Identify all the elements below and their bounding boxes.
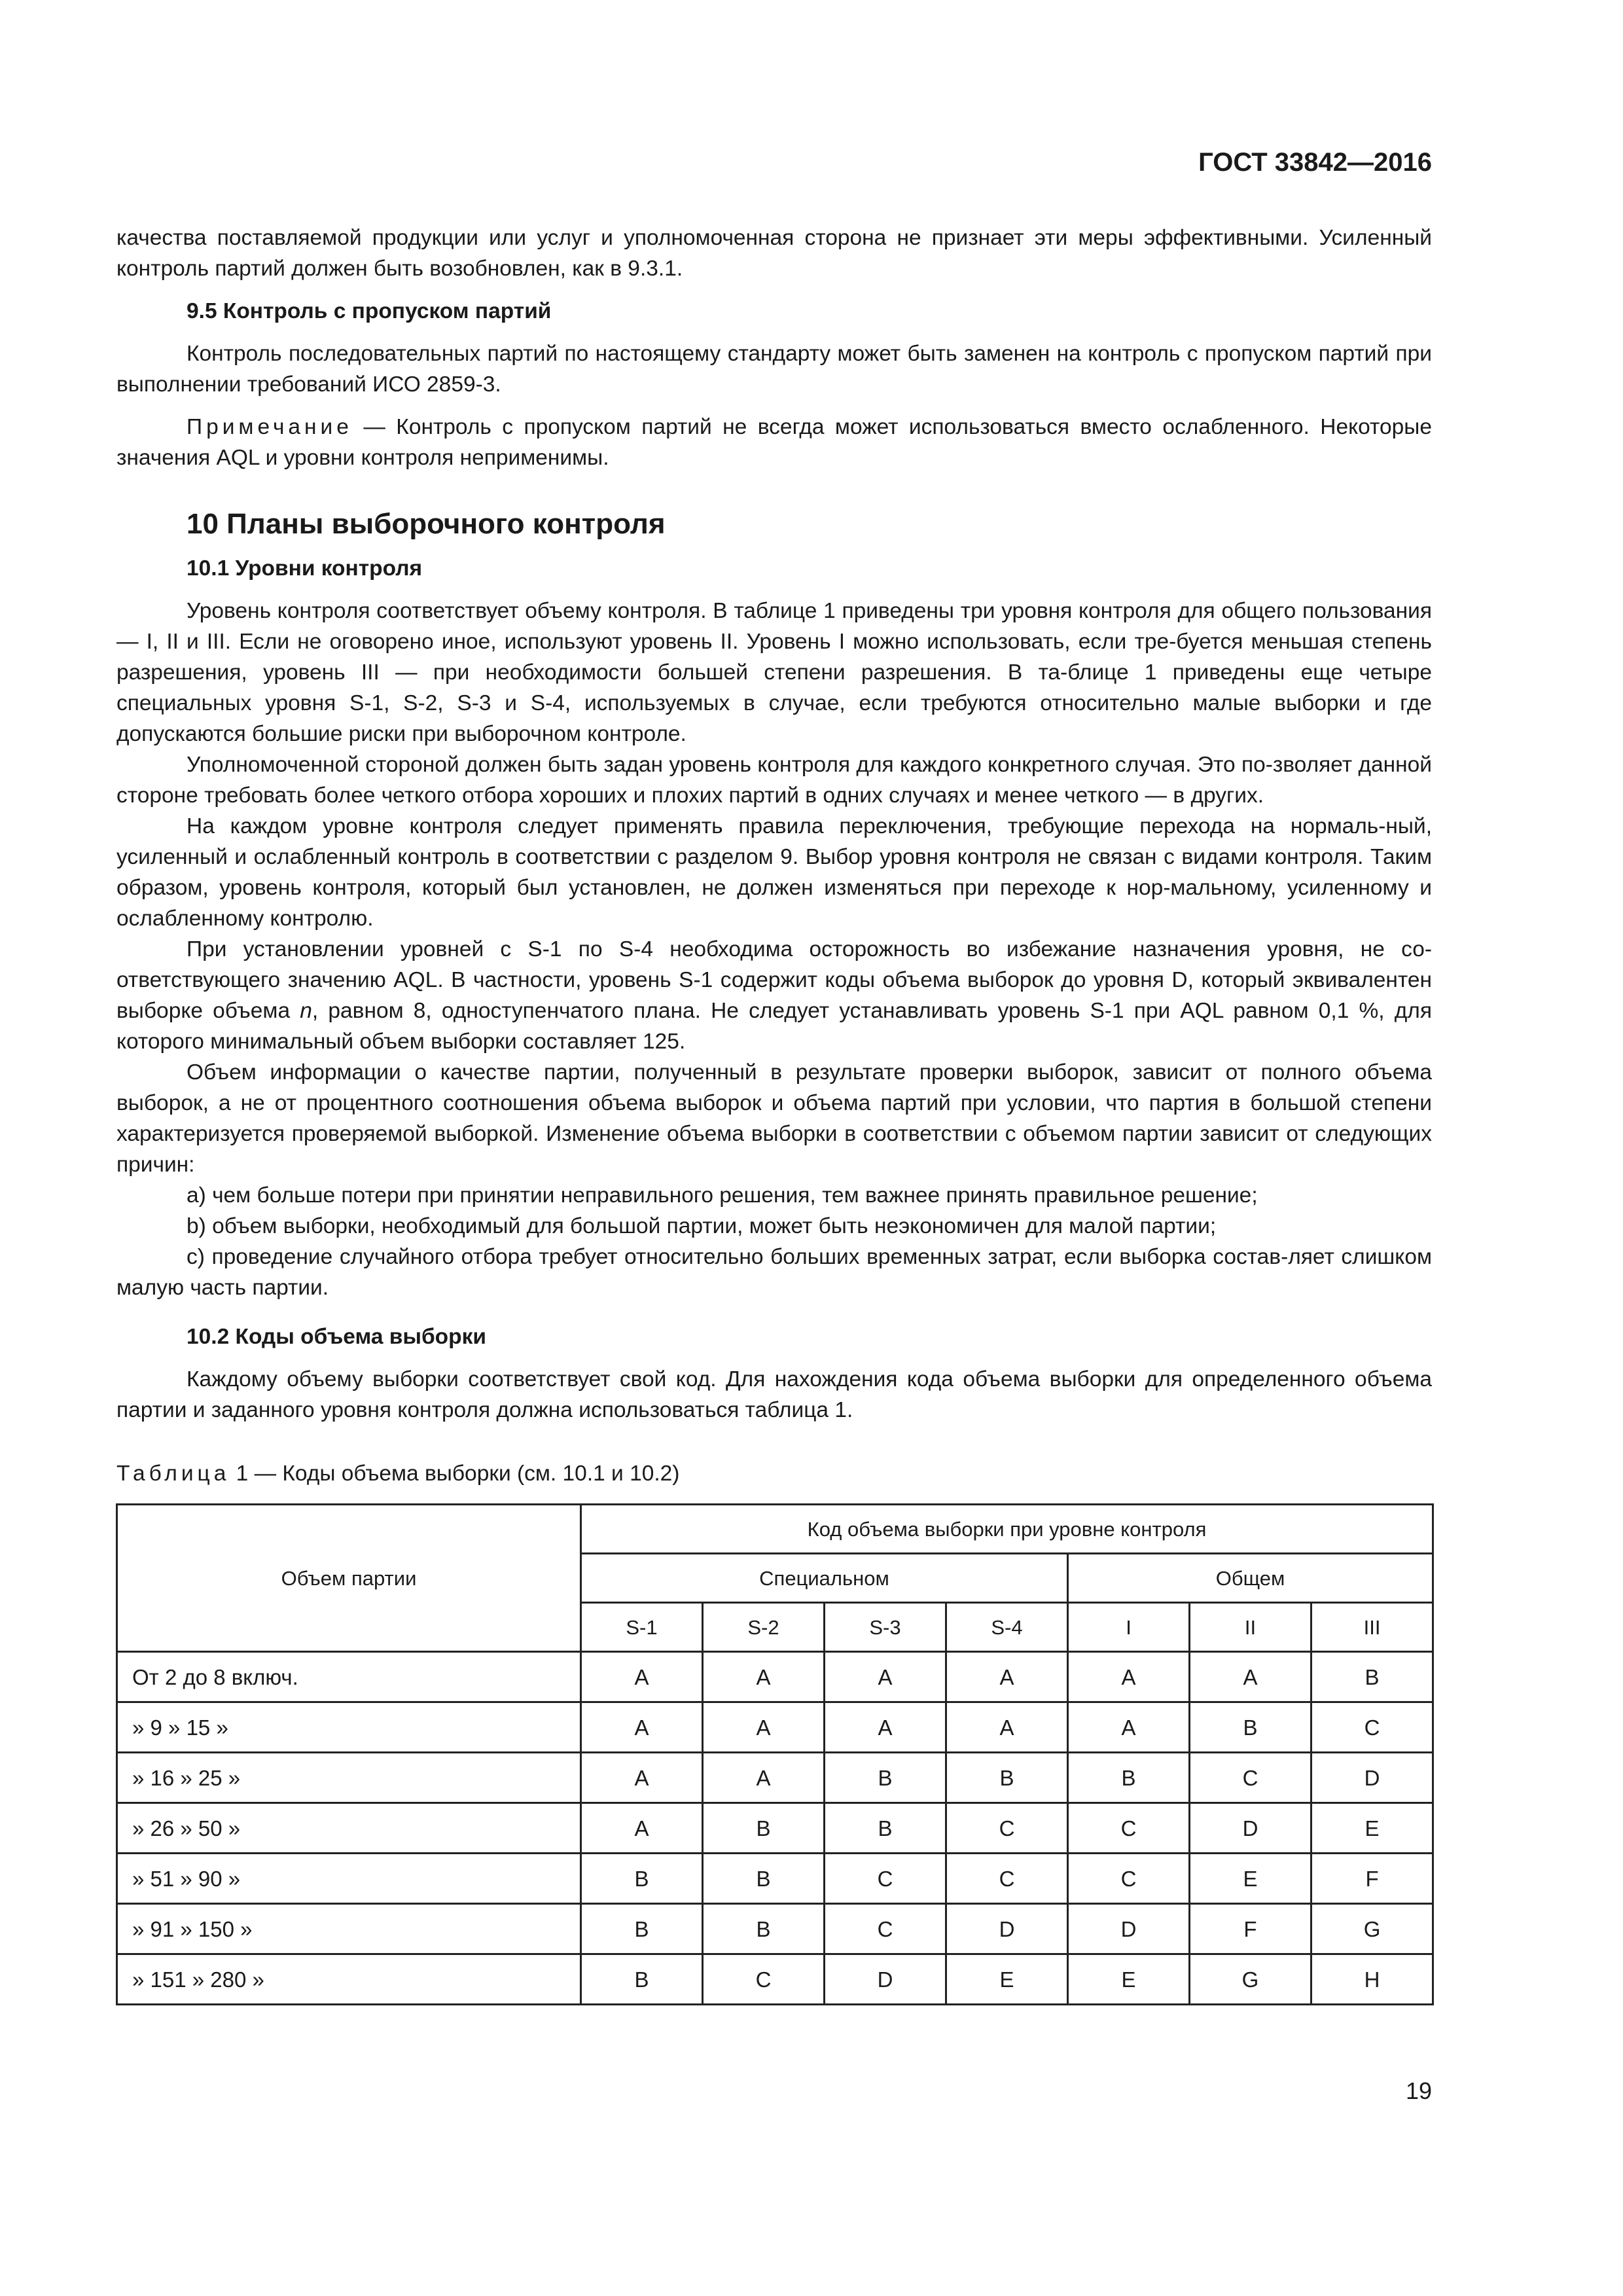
list-item-a: a) чем больше потери при принятии неправильного решения, тем важнее принять правильное решение; [187, 1183, 1258, 1208]
code-cell: A [825, 1652, 946, 1702]
paragraph: Объем информации о качестве партии, полученный в результате проверки выборок, зависит от полного объема выборок, а не от процентного соотношения объема выборок и объема партий при условии, что партия в большой степени характеризуется проверяемой выборкой. Изменение объема выборки в соответствии с объемом партии зависит от следующих причин: [116, 1060, 1432, 1177]
paragraph: На каждом уровне контроля следует применять правила переключения, требующие перехода на нормаль-ный, усиленный и ослабленный контроль в соответствии с разделом 9. Выбор уровня контроля не связан с видами контроля. Таким образом, уровень контроля, который был установлен, не должен изменяться при переходе к нор-мальному, усиленному и ослабленному контролю. [116, 814, 1432, 931]
code-cell: A [581, 1753, 703, 1803]
header-special: Специальном [581, 1554, 1068, 1603]
lot-size-cell: » 16 » 25 » [117, 1753, 581, 1803]
document-header: ГОСТ 33842—2016 [1198, 148, 1432, 177]
list-item-c: c) проведение случайного отбора требует относительно больших временных затрат, если выборка состав-ляет слишком малую часть партии. [116, 1245, 1432, 1300]
code-cell: D [946, 1904, 1068, 1954]
code-cell: A [946, 1702, 1068, 1753]
code-cell: A [703, 1652, 825, 1702]
code-cell: A [825, 1702, 946, 1753]
document-body [116, 223, 1432, 2005]
code-cell: A [581, 1652, 703, 1702]
code-cell: H [1311, 1954, 1433, 2005]
table-row [117, 1753, 1433, 1803]
lot-size-cell: » 9 » 15 » [117, 1702, 581, 1753]
code-cell: A [1068, 1702, 1190, 1753]
code-cell: A [946, 1652, 1068, 1702]
code-cell: B [946, 1753, 1068, 1803]
code-cell: B [825, 1803, 946, 1854]
table-row [117, 1652, 1433, 1702]
lot-size-cell: » 91 » 150 » [117, 1904, 581, 1954]
code-cell: D [1311, 1753, 1433, 1803]
code-cell: E [946, 1954, 1068, 2005]
lot-size-cell: » 151 » 280 » [117, 1954, 581, 2005]
paragraph: качества поставляемой продукции или услуг и уполномоченная сторона не признает эти меры эффективными. Усиленный контроль партий должен быть возобновлен, как в 9.3.1. [116, 226, 1432, 281]
code-cell: C [1190, 1753, 1311, 1803]
code-cell: D [825, 1954, 946, 2005]
section-heading-10-2: 10.2 Коды объема выборки [187, 1325, 486, 1349]
sample-size-code-table [116, 1503, 1434, 2005]
code-cell: C [703, 1954, 825, 2005]
code-cell: B [703, 1904, 825, 1954]
paragraph-text: При установлении уровней с S-1 по S-4 необходима осторожность во избежание назначения уровня, не со-ответствующего значению AQL. В частности, уровень S-1 содержит коды объема выборок до уровня D, который эквивалентен выборке объема [116, 937, 1432, 1023]
variable-n: n [300, 999, 312, 1023]
section-heading-9-5: 9.5 Контроль с пропуском партий [187, 299, 552, 323]
paragraph: Уровень контроля соответствует объему контроля. В таблице 1 приведены три уровня контроля для общего пользования — I, II и III. Если не оговорено иное, используют уровень II. Уровень I можно использовать, если тре-буется меньшая степень разрешения, уровень III — при необходимости большей степени разрешения. В та-блице 1 приведены еще четыре специальных уровня S-1, S-2, S-3 и S-4, используемых в случае, если требуются относительно малые выборки и где допускаются большие риски при выборочном контроле. [116, 599, 1432, 746]
code-cell: A [581, 1702, 703, 1753]
paragraph [116, 934, 1432, 1057]
table-row [117, 1954, 1433, 2005]
header-lot-size: Объем партии [117, 1505, 581, 1652]
code-cell: C [825, 1904, 946, 1954]
note [116, 412, 1432, 473]
table-row [117, 1702, 1433, 1753]
code-cell: B [1190, 1702, 1311, 1753]
header-level-ii: II [1190, 1603, 1311, 1652]
code-cell: D [1190, 1803, 1311, 1854]
table-caption [116, 1458, 1432, 1489]
code-cell: A [703, 1702, 825, 1753]
table-caption-text: 1 — Коды объема выборки (см. 10.1 и 10.2) [230, 1462, 680, 1486]
code-cell: D [1068, 1904, 1190, 1954]
code-cell: B [703, 1803, 825, 1854]
code-cell: G [1190, 1954, 1311, 2005]
list-item-b: b) объем выборки, необходимый для большой партии, может быть неэкономичен для малой партии; [187, 1214, 1217, 1238]
paragraph-text: , равном 8, одноступенчатого плана. Не следует устанавливать уровень S-1 при AQL равном 0,1 %, для которого минимальный объем выборки составляет 125. [116, 999, 1432, 1054]
code-cell: A [1068, 1652, 1190, 1702]
note-text: — Контроль с пропуском партий не всегда может использоваться вместо ослабленного. Некоторые значения AQL и уровни контроля неприменимы. [116, 415, 1432, 470]
code-cell: A [1190, 1652, 1311, 1702]
lot-size-cell: » 26 » 50 » [117, 1803, 581, 1854]
paragraph: Каждому объему выборки соответствует свой код. Для нахождения кода объема выборки для определенного объема партии и заданного уровня контроля должна использоваться таблица 1. [116, 1367, 1432, 1422]
header-level-i: I [1068, 1603, 1190, 1652]
header-level-iii: III [1311, 1603, 1433, 1652]
code-cell: C [825, 1854, 946, 1904]
header-level-s-1: S-1 [581, 1603, 703, 1652]
table-body [117, 1652, 1433, 2005]
lot-size-cell: » 51 » 90 » [117, 1854, 581, 1904]
code-cell: F [1311, 1854, 1433, 1904]
code-cell: B [1068, 1753, 1190, 1803]
code-cell: C [1311, 1702, 1433, 1753]
code-cell: F [1190, 1904, 1311, 1954]
page-number: 19 [1405, 2077, 1432, 2104]
code-cell: B [581, 1854, 703, 1904]
header-level-s-3: S-3 [825, 1603, 946, 1652]
table-row [117, 1803, 1433, 1854]
table-row [117, 1854, 1433, 1904]
code-cell: E [1311, 1803, 1433, 1854]
section-heading-10-1: 10.1 Уровни контроля [187, 556, 423, 581]
code-cell: B [581, 1954, 703, 2005]
code-cell: E [1190, 1854, 1311, 1904]
code-cell: E [1068, 1954, 1190, 2005]
table-caption-label: Таблица [116, 1462, 230, 1486]
code-cell: B [581, 1904, 703, 1954]
note-label: Примечание [187, 415, 353, 439]
header-level-s-2: S-2 [703, 1603, 825, 1652]
header-general: Общем [1068, 1554, 1433, 1603]
code-cell: B [825, 1753, 946, 1803]
paragraph: Контроль последовательных партий по настоящему стандарту может быть заменен на контроль с пропуском партий при выполнении требований ИСО 2859-3. [116, 342, 1432, 397]
paragraph: Уполномоченной стороной должен быть задан уровень контроля для каждого конкретного случая. Это по-зволяет данной стороне требовать более четкого отбора хороших и плохих партий в одних случаях и менее четкого — в других. [116, 753, 1432, 808]
code-cell: C [1068, 1854, 1190, 1904]
code-cell: G [1311, 1904, 1433, 1954]
code-cell: C [946, 1803, 1068, 1854]
code-cell: B [1311, 1652, 1433, 1702]
code-cell: A [581, 1803, 703, 1854]
header-code-level: Код объема выборки при уровне контроля [581, 1505, 1433, 1554]
code-cell: C [946, 1854, 1068, 1904]
code-cell: B [703, 1854, 825, 1904]
code-cell: C [1068, 1803, 1190, 1854]
section-heading-10: 10 Планы выборочного контроля [187, 508, 666, 540]
table-row [117, 1904, 1433, 1954]
code-cell: A [703, 1753, 825, 1803]
header-level-s-4: S-4 [946, 1603, 1068, 1652]
lot-size-cell: От 2 до 8 включ. [117, 1652, 581, 1702]
